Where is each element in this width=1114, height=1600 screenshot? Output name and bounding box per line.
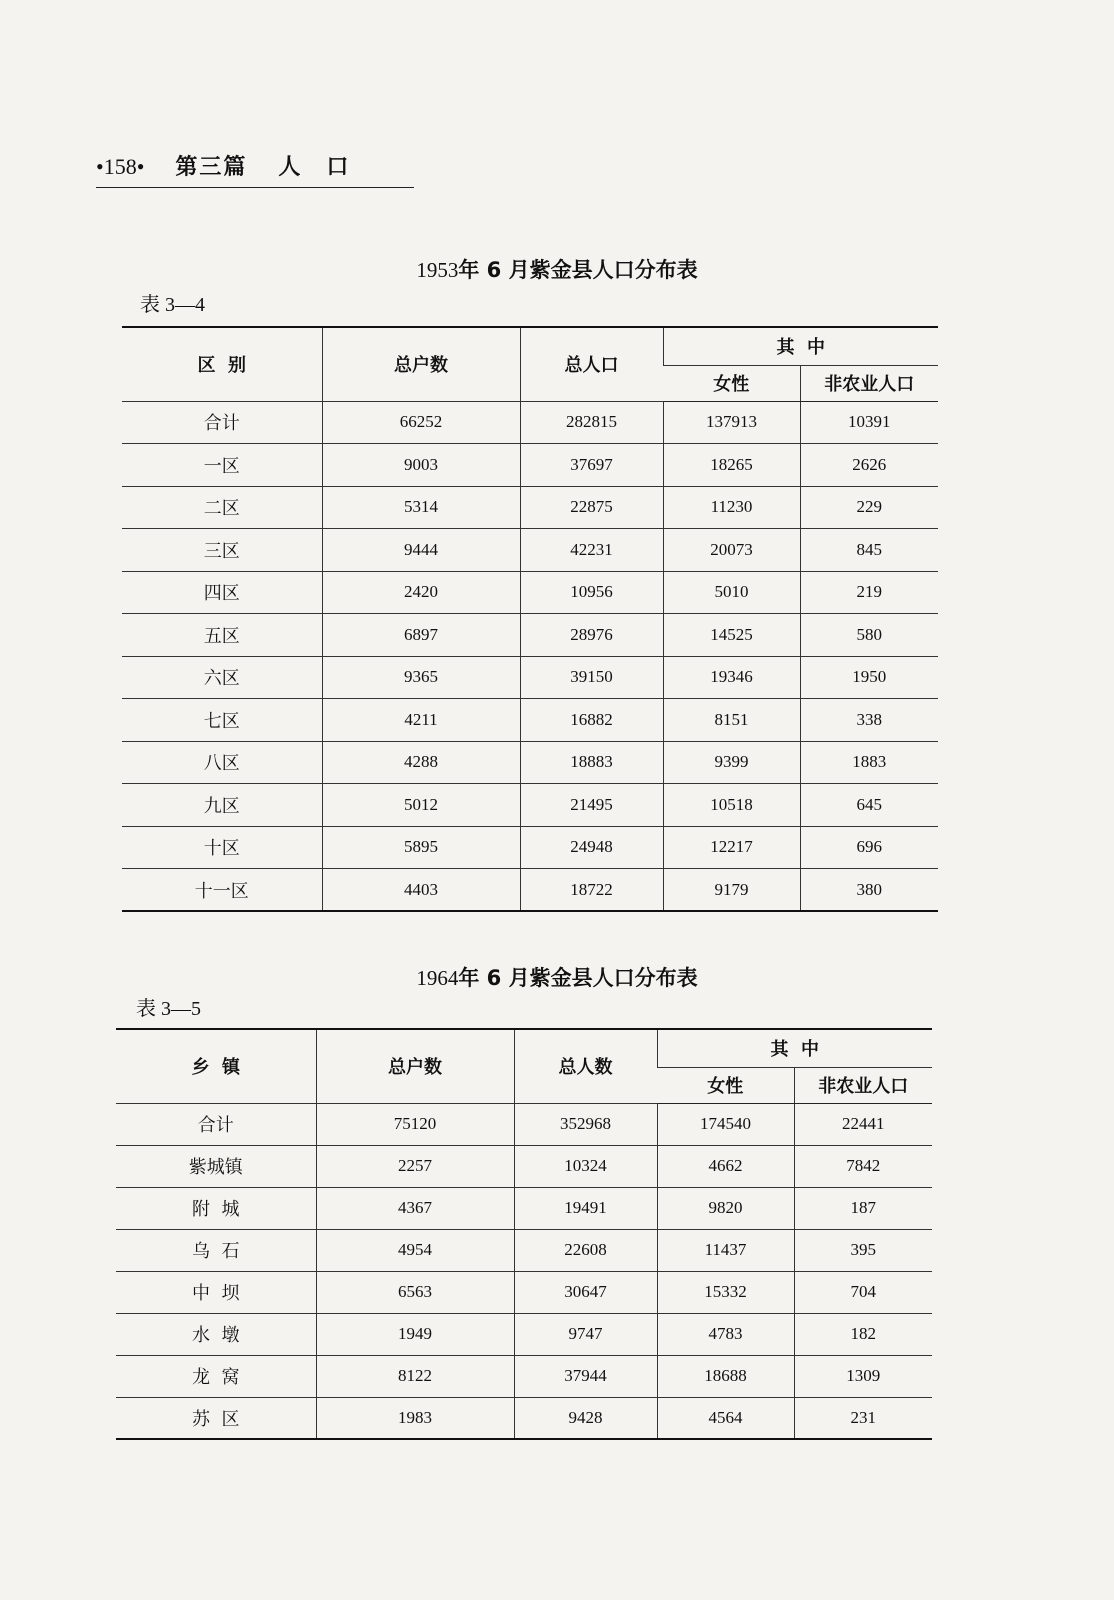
cell-population: 10324	[514, 1145, 657, 1187]
cell-female: 11437	[657, 1229, 794, 1271]
cell-population: 282815	[520, 401, 663, 444]
cell-non-agri: 580	[800, 614, 938, 657]
cell-female: 15332	[657, 1271, 794, 1313]
cell-name: 九区	[122, 784, 322, 827]
cell-population: 19491	[514, 1187, 657, 1229]
table-row	[116, 1229, 932, 1271]
cell-name: 龙 窝	[116, 1355, 316, 1397]
cell-name: 附 城	[116, 1187, 316, 1229]
table-row	[122, 401, 938, 444]
cell-population: 42231	[520, 529, 663, 572]
table-row	[122, 486, 938, 529]
cell-households: 8122	[316, 1355, 514, 1397]
cell-households: 4367	[316, 1187, 514, 1229]
col-header-households: 总户数	[322, 327, 520, 401]
cell-female: 4783	[657, 1313, 794, 1355]
cell-female: 18688	[657, 1355, 794, 1397]
cell-households: 9444	[322, 529, 520, 572]
table-row	[116, 1187, 932, 1229]
cell-name: 八区	[122, 741, 322, 784]
cell-name: 十区	[122, 826, 322, 869]
cell-non-agri: 645	[800, 784, 938, 827]
cell-population: 9428	[514, 1397, 657, 1439]
table-row	[122, 656, 938, 699]
table-row	[122, 741, 938, 784]
cell-population: 352968	[514, 1103, 657, 1145]
cell-name: 合计	[122, 401, 322, 444]
cell-households: 6563	[316, 1271, 514, 1313]
col-header-population: 总人口	[520, 327, 663, 401]
cell-households: 6897	[322, 614, 520, 657]
cell-non-agri: 229	[800, 486, 938, 529]
cell-name: 乌 石	[116, 1229, 316, 1271]
chapter-title: 第三篇	[175, 155, 248, 180]
cell-female: 5010	[663, 571, 800, 614]
cell-female: 18265	[663, 444, 800, 487]
col-header-non-agri: 非农业人口	[794, 1067, 932, 1103]
cell-non-agri: 704	[794, 1271, 932, 1313]
cell-households: 1983	[316, 1397, 514, 1439]
cell-name: 五区	[122, 614, 322, 657]
cell-households: 9365	[322, 656, 520, 699]
cell-population: 10956	[520, 571, 663, 614]
cell-female: 14525	[663, 614, 800, 657]
cell-female: 9820	[657, 1187, 794, 1229]
cell-non-agri: 182	[794, 1313, 932, 1355]
cell-non-agri: 7842	[794, 1145, 932, 1187]
cell-population: 37944	[514, 1355, 657, 1397]
cell-name: 水 墩	[116, 1313, 316, 1355]
cell-female: 19346	[663, 656, 800, 699]
cell-households: 75120	[316, 1103, 514, 1145]
cell-non-agri: 22441	[794, 1103, 932, 1145]
cell-non-agri: 2626	[800, 444, 938, 487]
cell-name: 二区	[122, 486, 322, 529]
table2-title	[0, 962, 1114, 992]
cell-female: 9179	[663, 869, 800, 912]
cell-households: 4288	[322, 741, 520, 784]
cell-population: 21495	[520, 784, 663, 827]
cell-name: 中 坝	[116, 1271, 316, 1313]
cell-non-agri: 10391	[800, 401, 938, 444]
cell-non-agri: 187	[794, 1187, 932, 1229]
table-row	[122, 529, 938, 572]
cell-population: 22875	[520, 486, 663, 529]
col-header-township: 乡 镇	[116, 1029, 316, 1103]
cell-female: 11230	[663, 486, 800, 529]
cell-non-agri: 338	[800, 699, 938, 742]
table-row	[116, 1313, 932, 1355]
cell-non-agri: 845	[800, 529, 938, 572]
cell-households: 5314	[322, 486, 520, 529]
cell-female: 8151	[663, 699, 800, 742]
cell-female: 174540	[657, 1103, 794, 1145]
col-header-of-which: 其 中	[663, 327, 938, 365]
table1-label: 表 3—4	[140, 294, 205, 316]
cell-name: 六区	[122, 656, 322, 699]
table-row	[116, 1145, 932, 1187]
cell-population: 39150	[520, 656, 663, 699]
cell-female: 9399	[663, 741, 800, 784]
table-row	[122, 699, 938, 742]
table2-title-text: 年 6 月紫金县人口分布表	[458, 966, 698, 990]
cell-population: 16882	[520, 699, 663, 742]
cell-households: 66252	[322, 401, 520, 444]
table-row	[116, 1271, 932, 1313]
cell-non-agri: 696	[800, 826, 938, 869]
table1	[122, 326, 938, 912]
cell-name: 十一区	[122, 869, 322, 912]
cell-non-agri: 380	[800, 869, 938, 912]
cell-non-agri: 231	[794, 1397, 932, 1439]
running-header	[96, 150, 414, 188]
table-row	[122, 826, 938, 869]
table2-title-year: 1964	[416, 966, 459, 990]
table2	[116, 1028, 932, 1440]
table1-title-text: 年 6 月紫金县人口分布表	[458, 258, 698, 282]
table-row	[122, 444, 938, 487]
cell-name: 苏 区	[116, 1397, 316, 1439]
cell-population: 24948	[520, 826, 663, 869]
cell-households: 4403	[322, 869, 520, 912]
cell-female: 4662	[657, 1145, 794, 1187]
section-title: 人口	[278, 155, 375, 180]
col-header-female: 女性	[663, 365, 800, 401]
table-row	[122, 571, 938, 614]
cell-name: 七区	[122, 699, 322, 742]
cell-name: 合计	[116, 1103, 316, 1145]
cell-households: 5012	[322, 784, 520, 827]
col-header-non-agri: 非农业人口	[800, 365, 938, 401]
table1-title	[0, 254, 1114, 284]
cell-population: 30647	[514, 1271, 657, 1313]
cell-non-agri: 395	[794, 1229, 932, 1271]
cell-female: 20073	[663, 529, 800, 572]
cell-population: 9747	[514, 1313, 657, 1355]
cell-households: 2257	[316, 1145, 514, 1187]
col-header-female: 女性	[657, 1067, 794, 1103]
table2-label: 表 3—5	[136, 998, 201, 1020]
table-row	[116, 1103, 932, 1145]
cell-non-agri: 1883	[800, 741, 938, 784]
table-row	[122, 869, 938, 912]
cell-households: 9003	[322, 444, 520, 487]
col-header-population: 总人数	[514, 1029, 657, 1103]
col-header-households: 总户数	[316, 1029, 514, 1103]
col-header-of-which: 其 中	[657, 1029, 932, 1067]
cell-population: 18722	[520, 869, 663, 912]
cell-households: 4954	[316, 1229, 514, 1271]
cell-non-agri: 219	[800, 571, 938, 614]
cell-households: 4211	[322, 699, 520, 742]
table-row	[116, 1397, 932, 1439]
cell-name: 一区	[122, 444, 322, 487]
cell-population: 37697	[520, 444, 663, 487]
cell-non-agri: 1950	[800, 656, 938, 699]
cell-female: 10518	[663, 784, 800, 827]
table-row	[116, 1355, 932, 1397]
cell-households: 5895	[322, 826, 520, 869]
cell-population: 22608	[514, 1229, 657, 1271]
cell-population: 18883	[520, 741, 663, 784]
cell-households: 1949	[316, 1313, 514, 1355]
cell-name: 三区	[122, 529, 322, 572]
cell-name: 紫城镇	[116, 1145, 316, 1187]
cell-female: 4564	[657, 1397, 794, 1439]
cell-female: 12217	[663, 826, 800, 869]
cell-non-agri: 1309	[794, 1355, 932, 1397]
table-row	[122, 784, 938, 827]
table-row	[122, 614, 938, 657]
cell-population: 28976	[520, 614, 663, 657]
col-header-region: 区 别	[122, 327, 322, 401]
cell-name: 四区	[122, 571, 322, 614]
cell-households: 2420	[322, 571, 520, 614]
table1-title-year: 1953	[416, 258, 459, 282]
page-number: •158•	[96, 154, 145, 179]
cell-female: 137913	[663, 401, 800, 444]
